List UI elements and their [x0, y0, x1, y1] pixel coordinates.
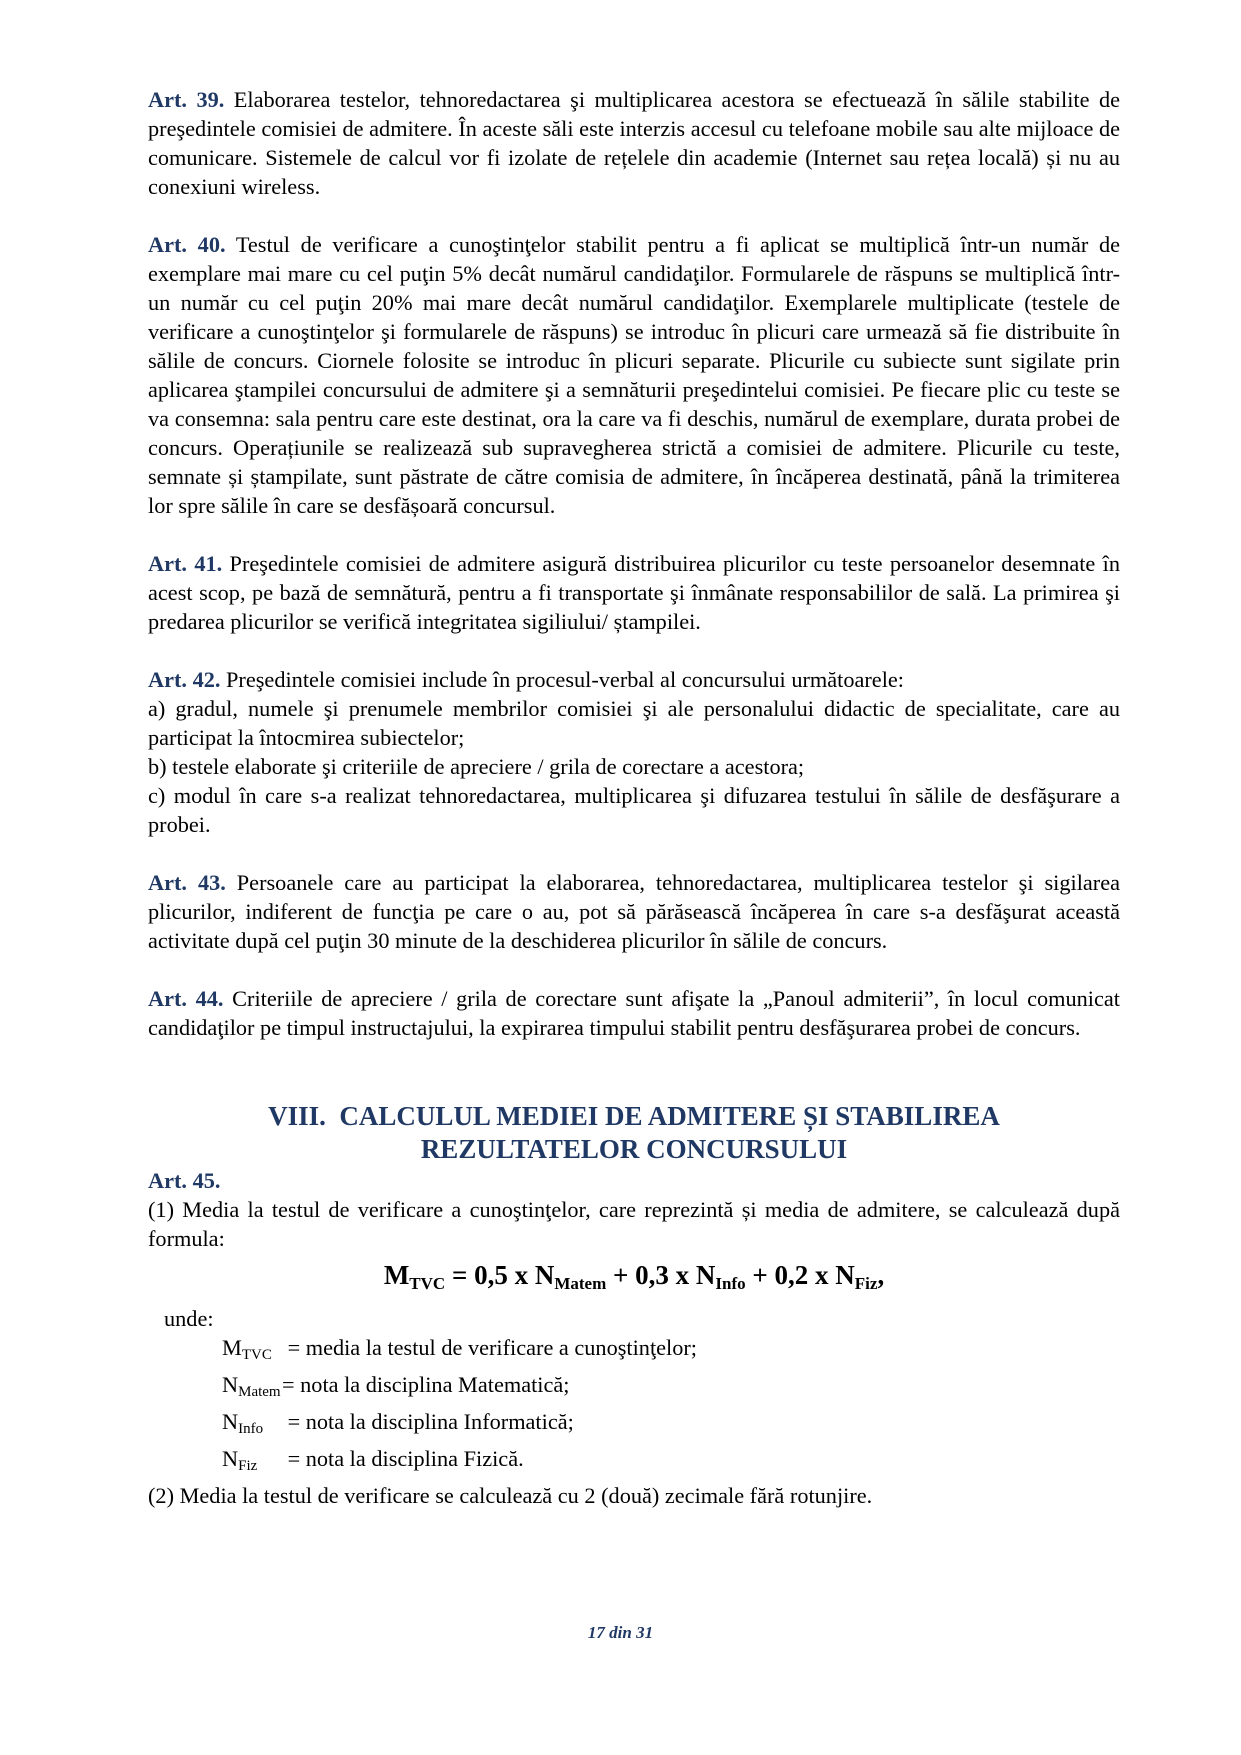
formula-m-sub: TVC — [409, 1274, 446, 1293]
document-page — [148, 85, 1120, 1510]
formula-n3-sub: Fiz — [854, 1274, 878, 1293]
article-42-item-a: a) gradul, numele şi prenumele membrilor comisiei şi ale personalului didactic de specialitate, care au participat la întocmirea subiectelor; — [148, 696, 1120, 750]
formula-part-2: + 0,3 x N — [606, 1260, 716, 1290]
section-title-line-2: REZULTATELOR CONCURSULUI — [420, 1134, 848, 1164]
article-45 — [148, 1166, 1120, 1510]
page-number: 17 din 31 — [587, 1623, 654, 1642]
article-45-para-2: (2) Media la testul de verificare se calculează cu 2 (două) zecimale fără rotunjire. — [148, 1483, 873, 1508]
article-label: Art. 41. — [148, 551, 223, 576]
unde-label: unde: — [164, 1306, 214, 1331]
definition-symbol — [222, 1370, 282, 1407]
article-label: Art. 44. — [148, 986, 224, 1011]
symbol-subscript: TVC — [241, 1347, 272, 1363]
symbol-subscript: Matem — [238, 1384, 281, 1400]
article-41 — [148, 549, 1120, 636]
formula-n1-sub: Matem — [554, 1274, 607, 1293]
definition-symbol — [222, 1407, 282, 1444]
article-text: Persoanele care au participat la elaborarea, tehnoredactarea, multiplicarea testelor şi sigilarea plicurilor, indiferent de funcţia pe care o au, pot să părăsească încăperea în care s-a desfăşurat această activitate după cel puţin 30 minute de la deschiderea plicurilor în sălile de concurs. — [148, 870, 1120, 953]
definition-text: = nota la disciplina Informatică; — [282, 1409, 574, 1434]
definition-text: = media la testul de verificare a cunoştinţelor; — [282, 1335, 697, 1360]
symbol-letter: N — [222, 1446, 239, 1471]
definition-symbol — [222, 1444, 282, 1481]
section-title — [148, 1100, 1120, 1166]
article-39 — [148, 85, 1120, 201]
article-42-item-b: b) testele elaborate şi criteriile de apreciere / grila de corectare a acestora; — [148, 754, 805, 779]
symbol-letter: N — [222, 1409, 239, 1434]
definition-text: = nota la disciplina Fizică. — [282, 1446, 524, 1471]
section-title-line-1: VIII. CALCULUL MEDIEI DE ADMITERE ȘI STABILIREA — [268, 1101, 1000, 1131]
formula-m: M — [383, 1260, 410, 1290]
definition-symbol — [222, 1333, 282, 1370]
formula-part-1: = 0,5 x N — [445, 1260, 555, 1290]
article-45-para-1: (1) Media la testul de verificare a cunoştinţelor, care reprezintă și media de admitere, se calculează după formula: — [148, 1197, 1120, 1251]
article-text: Testul de verificare a cunoştinţelor stabilit pentru a fi aplicat se multiplică într-un număr de exemplare mai mare cu cel puţin 5% decât numărul candidaţilor. Formularele de răspuns se multiplică într-un număr cu cel puţin 20% mai mare decât numărul candidaţilor. Exemplarele multiplicate (testele de verificare a cunoştinţelor şi formularele de răspuns) se introduc în plicuri care urmează să fie distribuite în sălile de concurs. Ciornele folosite se introduc în plicuri separate. Plicurile cu subiecte sunt sigilate prin aplicarea ştampilei concursului de admitere şi a semnăturii preşedintelui comisiei. Pe fiecare plic cu teste se va consemna: sala pentru care este destinat, ora la care va fi deschis, numărul de exemplare, durata probei de concurs. Operațiunile se realizează sub supravegherea strictă a comisiei de admitere. Plicurile cu teste, semnate și ștampilate, sunt păstrate de către comisia de admitere, în încăperea destinată, până la trimiterea lor spre sălile în care se desfășoară concursul. — [148, 232, 1120, 518]
definition-row — [222, 1444, 1120, 1481]
article-label: Art. 39. — [148, 87, 225, 112]
symbol-letter: N — [222, 1372, 239, 1397]
article-label: Art. 45. — [148, 1168, 221, 1193]
symbol-subscript: Fiz — [238, 1458, 258, 1474]
article-label: Art. 42. — [148, 667, 221, 692]
article-42 — [148, 665, 1120, 839]
definition-text: = nota la disciplina Matematică; — [282, 1372, 570, 1397]
article-label: Art. 40. — [148, 232, 226, 257]
article-label: Art. 43. — [148, 870, 226, 895]
formula — [148, 1255, 1120, 1304]
article-text: Preşedintele comisiei de admitere asigură distribuirea plicurilor cu teste persoanelor desemnate în acest scop, pe bază de semnătură, pentru a fi transportate şi înmânate responsabililor de sală. La primirea şi predarea plicurilor se verifică integritatea sigiliului/ ștampilei. — [148, 551, 1121, 634]
formula-n2-sub: Info — [715, 1274, 746, 1293]
formula-part-3: + 0,2 x N — [745, 1260, 855, 1290]
symbol-subscript: Info — [238, 1421, 264, 1437]
article-40 — [148, 230, 1120, 520]
article-43 — [148, 868, 1120, 955]
article-text: Preşedintele comisiei include în procesul-verbal al concursului următoarele: — [226, 667, 904, 692]
article-text: Criteriile de apreciere / grila de corectare sunt afişate la „Panoul admiterii”, în locul comunicat candidaţilor pe timpul instructajului, la expirarea timpului stabilit pentru desfăşurarea probei de concurs. — [148, 986, 1120, 1040]
definition-row — [222, 1333, 1120, 1370]
article-44 — [148, 984, 1120, 1042]
article-42-item-c: c) modul în care s-a realizat tehnoredactarea, multiplicarea şi difuzarea testului în sălile de desfăşurare a probei. — [148, 783, 1120, 837]
definition-row — [222, 1407, 1120, 1444]
symbol-letter: M — [222, 1335, 242, 1360]
formula-end: , — [877, 1260, 885, 1290]
article-text: Elaborarea testelor, tehnoredactarea şi multiplicarea acestora se efectuează în sălile stabilite de preşedintele comisiei de admitere. În aceste săli este interzis accesul cu telefoane mobile sau alte mijloace de comunicare. Sistemele de calcul vor fi izolate de rețelele din academie (Internet sau rețea locală) și nu au conexiuni wireless. — [148, 87, 1120, 199]
definition-list — [148, 1333, 1120, 1481]
definition-row — [222, 1370, 1120, 1407]
article-42-intro-line — [148, 665, 1120, 694]
